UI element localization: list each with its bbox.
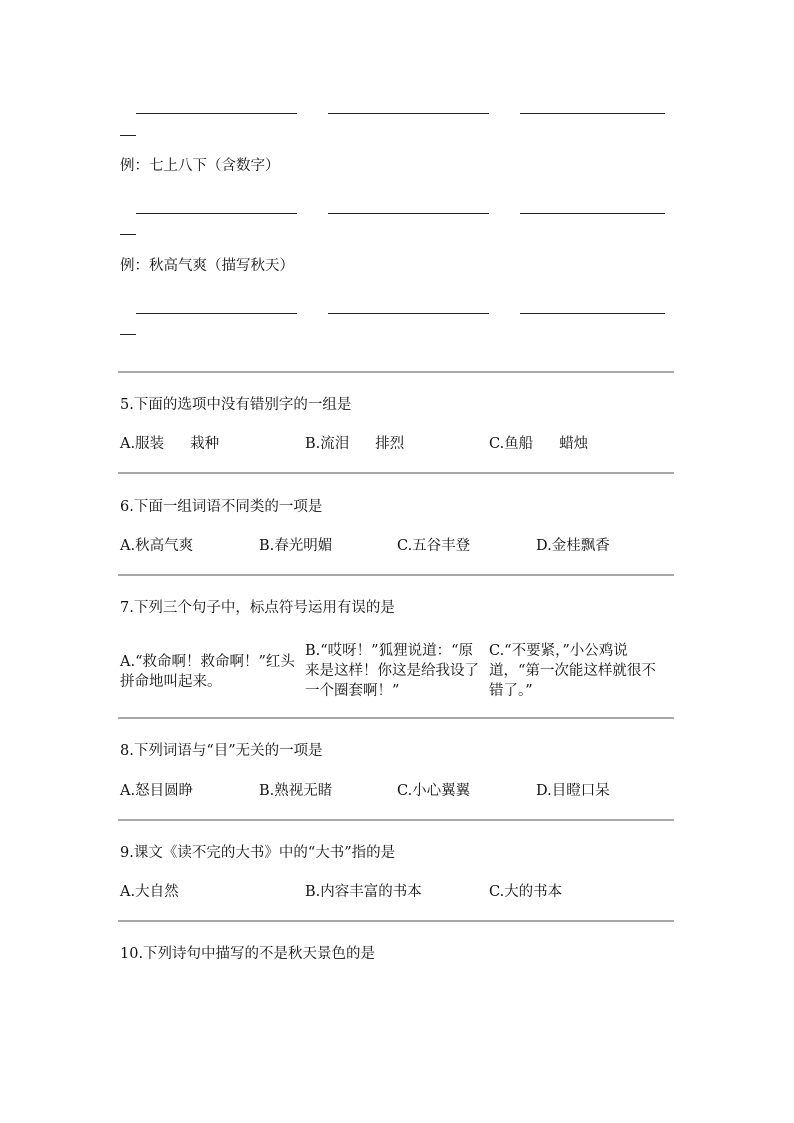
section-divider (118, 472, 674, 474)
answer-blank-tail (120, 334, 136, 335)
option-d[interactable]: D.目瞪口呆 (536, 783, 610, 799)
answer-blank[interactable] (328, 113, 489, 114)
option-word: 栽种 (190, 436, 220, 452)
option-a[interactable]: A.“救命啊！救命啊！”红头拼命地叫起来。 (120, 654, 295, 690)
answer-blank-tail (120, 135, 136, 136)
section-divider (118, 574, 674, 576)
answer-blank[interactable] (520, 313, 665, 314)
example-line: 例：七上八下（含数字） (120, 158, 280, 174)
answer-blank-tail (120, 234, 136, 235)
question-stem: 6.下面一组词语不同类的一项是 (120, 499, 323, 515)
answer-blank[interactable] (136, 213, 297, 214)
question-stem: 8.下列词语与“目”无关的一项是 (120, 743, 323, 759)
option-c[interactable]: C.五谷丰登 (397, 538, 471, 554)
option-c[interactable]: C.小心翼翼 (397, 783, 471, 799)
answer-blank[interactable] (328, 313, 489, 314)
question-stem: 7.下列三个句子中，标点符号运用有误的是 (120, 600, 395, 616)
option-word: 蜡烛 (559, 436, 589, 452)
answer-blank[interactable] (136, 313, 297, 314)
example-line: 例：秋高气爽（描写秋天） (120, 258, 294, 274)
option-a[interactable]: A.秋高气爽 (120, 538, 194, 554)
question-stem: 9.课文《读不完的大书》中的“大书”指的是 (120, 845, 396, 861)
answer-blank[interactable] (520, 113, 665, 114)
question-stem: 10.下列诗句中描写的不是秋天景色的是 (120, 946, 376, 962)
option-a[interactable]: A.怒目圆睁 (120, 783, 194, 799)
option-b[interactable]: B.“哎呀！”狐狸说道：“原来是这样！你这是给我设了一个圈套啊！” (305, 643, 479, 699)
option-b[interactable]: B.内容丰富的书本 (305, 884, 422, 900)
option-d[interactable]: D.金桂飘香 (536, 538, 610, 554)
option-b[interactable]: B.春光明媚 (259, 538, 333, 554)
question-stem: 5.下面的选项中没有错别字的一组是 (120, 397, 352, 413)
option-b[interactable] (305, 437, 404, 452)
option-c[interactable]: C.“不要紧，”小公鸡说道，“第一次能这样就很不错了。” (489, 643, 656, 699)
answer-blank[interactable] (136, 113, 297, 114)
section-divider (118, 371, 674, 373)
option-b[interactable]: B.熟视无睹 (259, 783, 333, 799)
option-word: C.鱼船 (489, 436, 534, 452)
option-c[interactable] (489, 437, 588, 452)
section-divider (118, 717, 674, 719)
option-word: A.服装 (120, 436, 165, 452)
option-a[interactable]: A.大自然 (120, 884, 179, 900)
section-divider (118, 819, 674, 821)
answer-blank[interactable] (520, 213, 665, 214)
answer-blank[interactable] (328, 213, 489, 214)
option-a[interactable] (120, 437, 219, 452)
option-word: 排烈 (375, 436, 405, 452)
option-word: B.流泪 (305, 436, 350, 452)
section-divider (118, 920, 674, 922)
option-c[interactable]: C.大的书本 (489, 884, 563, 900)
